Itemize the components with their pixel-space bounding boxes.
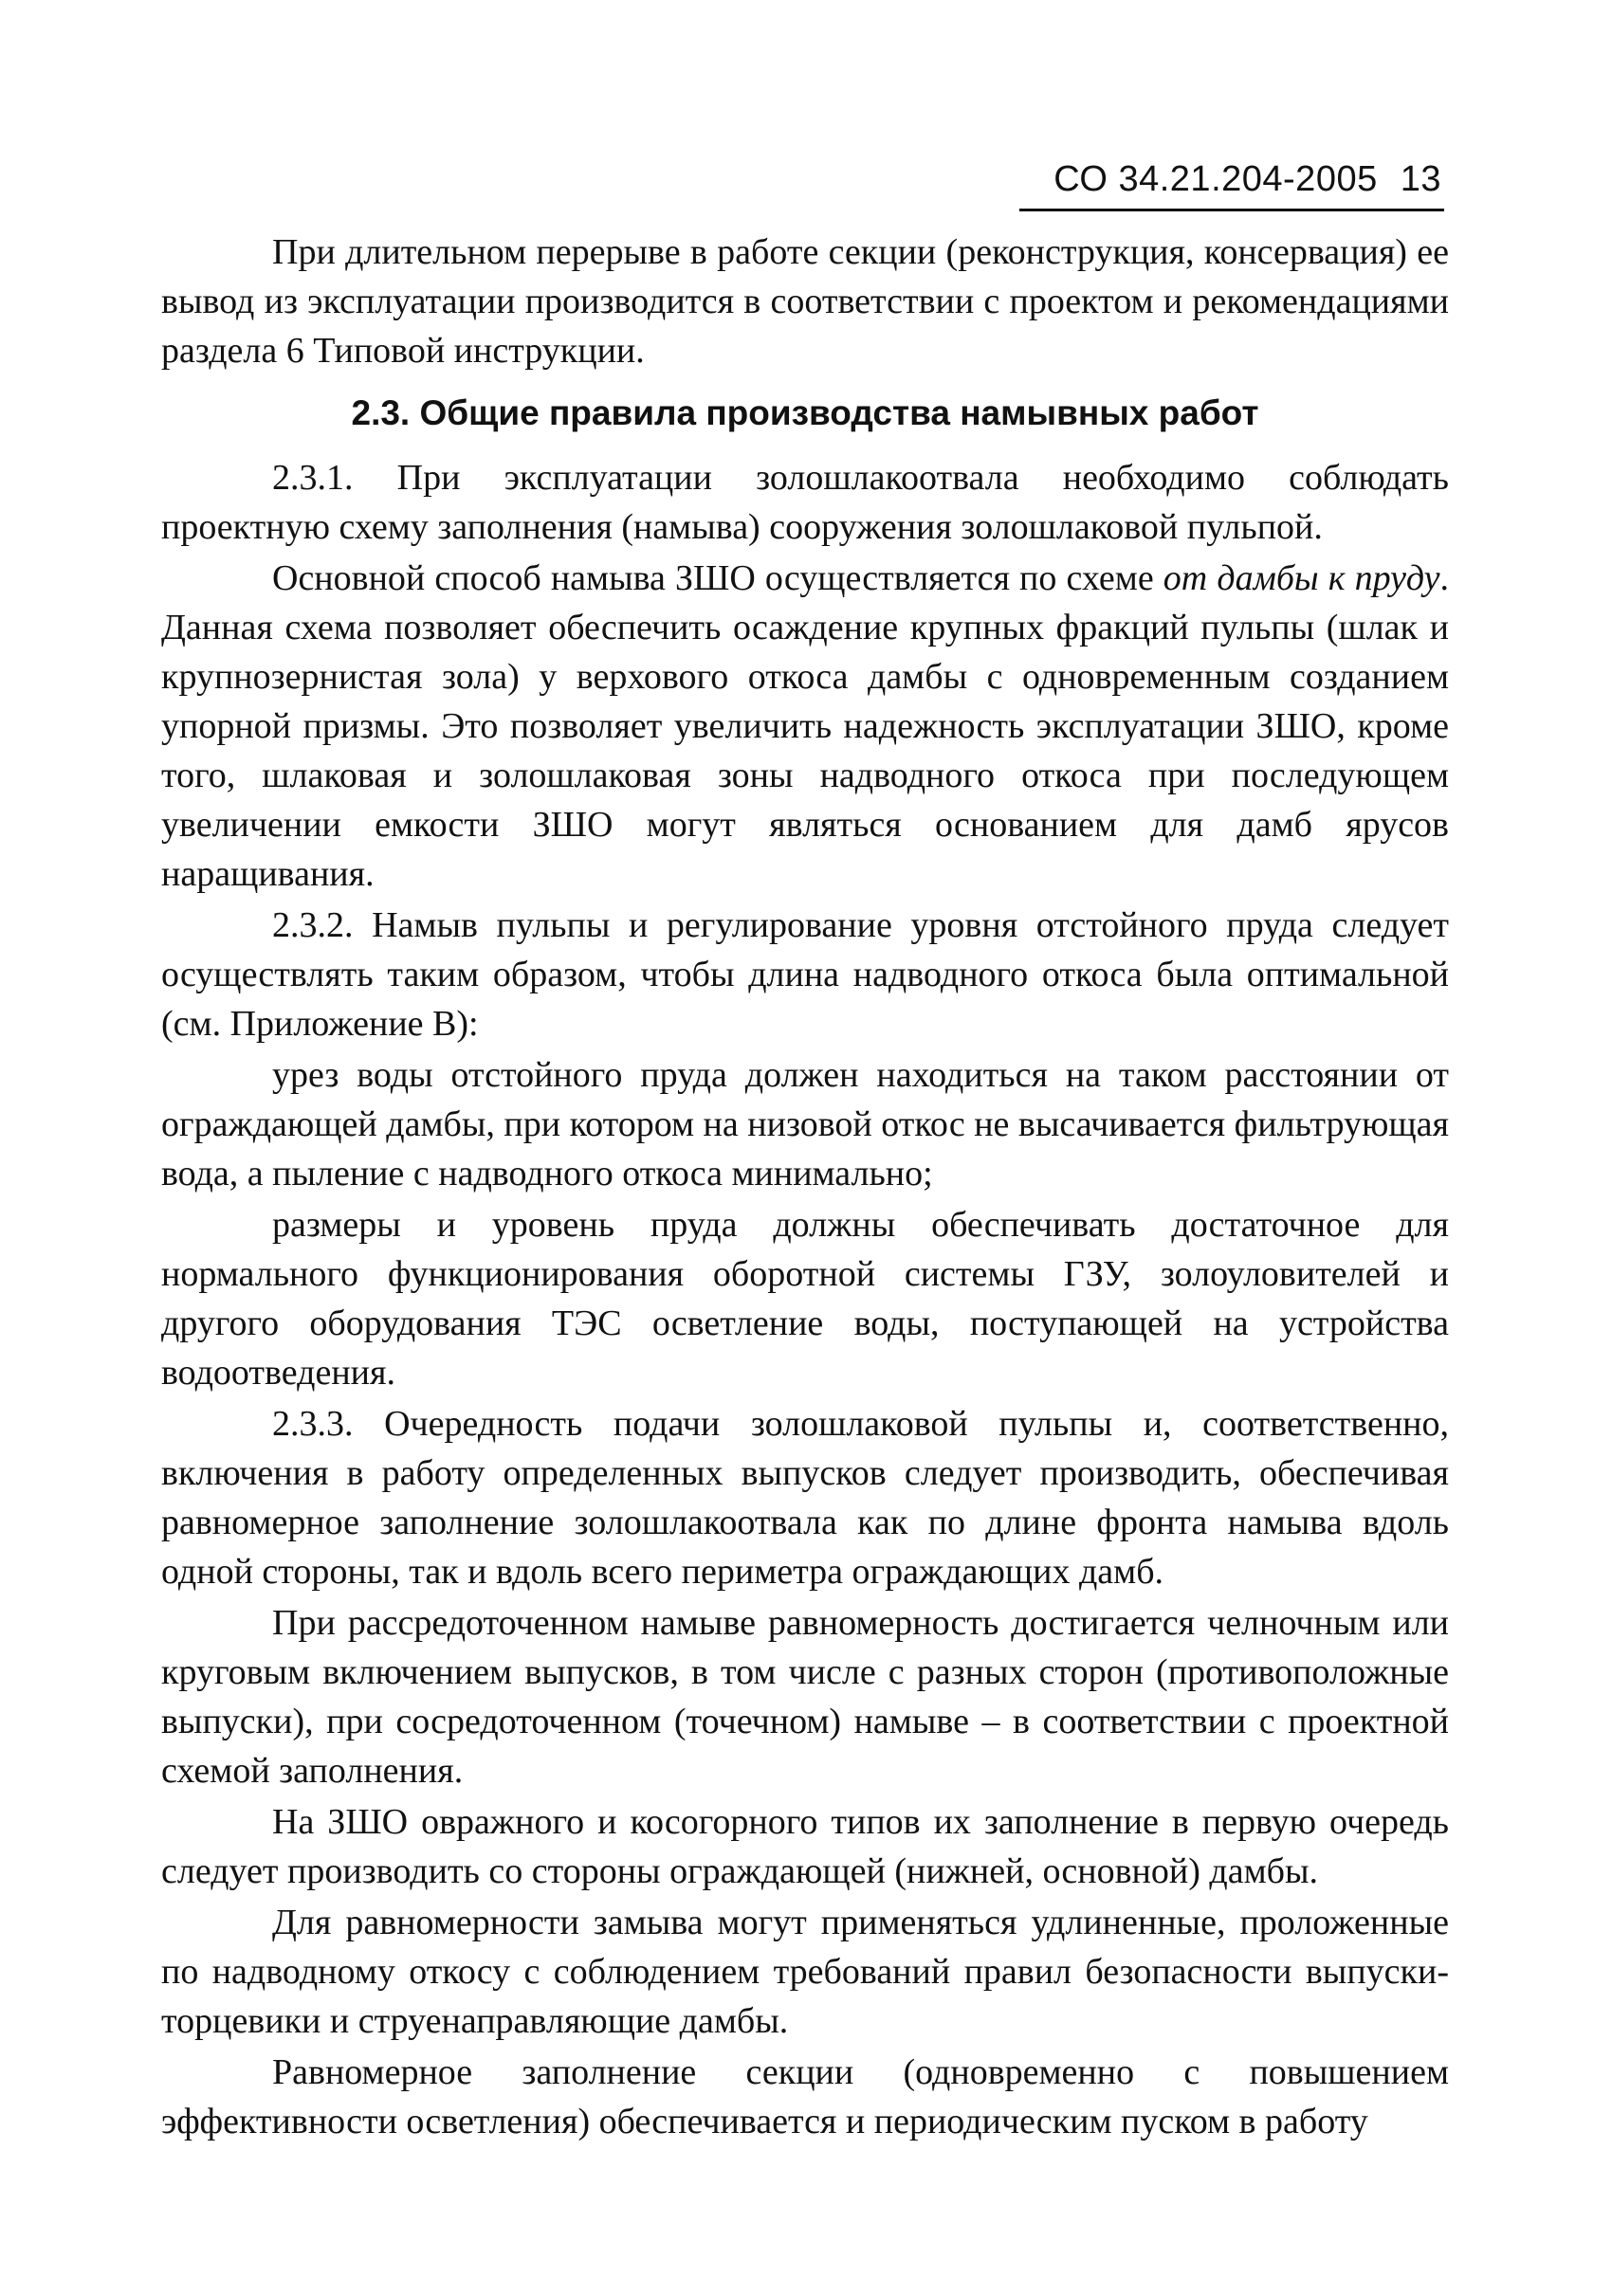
paragraph-pond-size: размеры и уровень пруда должны обеспечивать достаточное для нормального функционирования оборотной системы ГЗУ, золоуловителей и другого оборудования ТЭС осветление воды, поступающей на устройства водоотведения. (161, 1205, 1449, 1393)
paragraph-main-method (161, 554, 1449, 899)
page-number: 13 (1400, 159, 1441, 199)
intro-paragraph: При длительном перерыве в работе секции (реконструкция, консервация) ее вывод из эксплуатации производится в соответствии с проектом и рекомендациями раздела 6 Типовой инструкции. (161, 232, 1449, 371)
paragraph-2-3-3: 2.3.3. Очередность подачи золошлаковой пульпы и, соответственно, включения в работу определенных выпусков следует производить, обеспечивая равномерное заполнение золошлакоотвала как по длине фронта намыва вдоль одной стороны, так и вдоль всего периметра ограждающих дамб. (161, 1404, 1449, 1592)
paragraph-uniformity: Для равномерности замыва могут применяться удлиненные, проложенные по надводному откосу с соблюдением требований правил безопасности выпуски-торцевики и струенаправляющие дамбы. (161, 1903, 1449, 2041)
page-header (986, 159, 1441, 200)
paragraph-ravine-type: На ЗШО овражного и косогорного типов их заполнение в первую очередь следует производить со стороны ограждающей (нижней, основной) дамбы. (161, 1802, 1449, 1891)
paragraph-2-3-1: 2.3.1. При эксплуатации золошлакоотвала необходимо соблюдать проектную схему заполнения (намыва) сооружения золошлаковой пульпой. (161, 458, 1449, 547)
paragraph-main-method-end: . Данная схема позволяет обеспечить осаждение крупных фракций пульпы (шлак и крупнозернистая зола) у верхового откоса дамбы с одновременным созданием упорной призмы. Это позволяет увеличить надежность эксплуатации ЗШО, кроме того, шлаковая и золошлаковая зоны надводного откоса при последующем увеличении емкости ЗШО могут являться основанием для дамб ярусов наращивания. (161, 558, 1449, 894)
section-title: 2.3. Общие правила производства намывных работ (351, 393, 1259, 432)
header-rule (1019, 209, 1444, 211)
paragraph-main-method-emphasis: от дамбы к пруду (1163, 558, 1440, 598)
paragraph-dispersed-washing: При рассредоточенном намыве равномерность достигается челночным или круговым включением выпусков, в том числе с разных сторон (противоположные выпуски), при сосредоточенном (точечном) намыве – в соответствии с проектной схемой заполнения. (161, 1603, 1449, 1791)
paragraph-2-3-2: 2.3.2. Намыв пульпы и регулирование уровня отстойного пруда следует осуществлять таким образом, чтобы длина надводного откоса была оптимальной (см. Приложение В): (161, 905, 1449, 1044)
paragraph-main-method-start: Основной способ намыва ЗШО осуществляется по схеме (272, 558, 1163, 598)
document-code: СО 34.21.204-2005 (1053, 159, 1378, 199)
paragraph-uniform-filling: Равномерное заполнение секции (одновременно с повышением эффективности осветления) обеспечивается и периодическим пуском в работу (161, 2052, 1449, 2141)
paragraph-water-edge: урез воды отстойного пруда должен находиться на таком расстоянии от ограждающей дамбы, при котором на низовой откос не высачивается фильтрующая вода, а пыление с надводного откоса минимально; (161, 1055, 1449, 1194)
document-body (161, 228, 1449, 2148)
